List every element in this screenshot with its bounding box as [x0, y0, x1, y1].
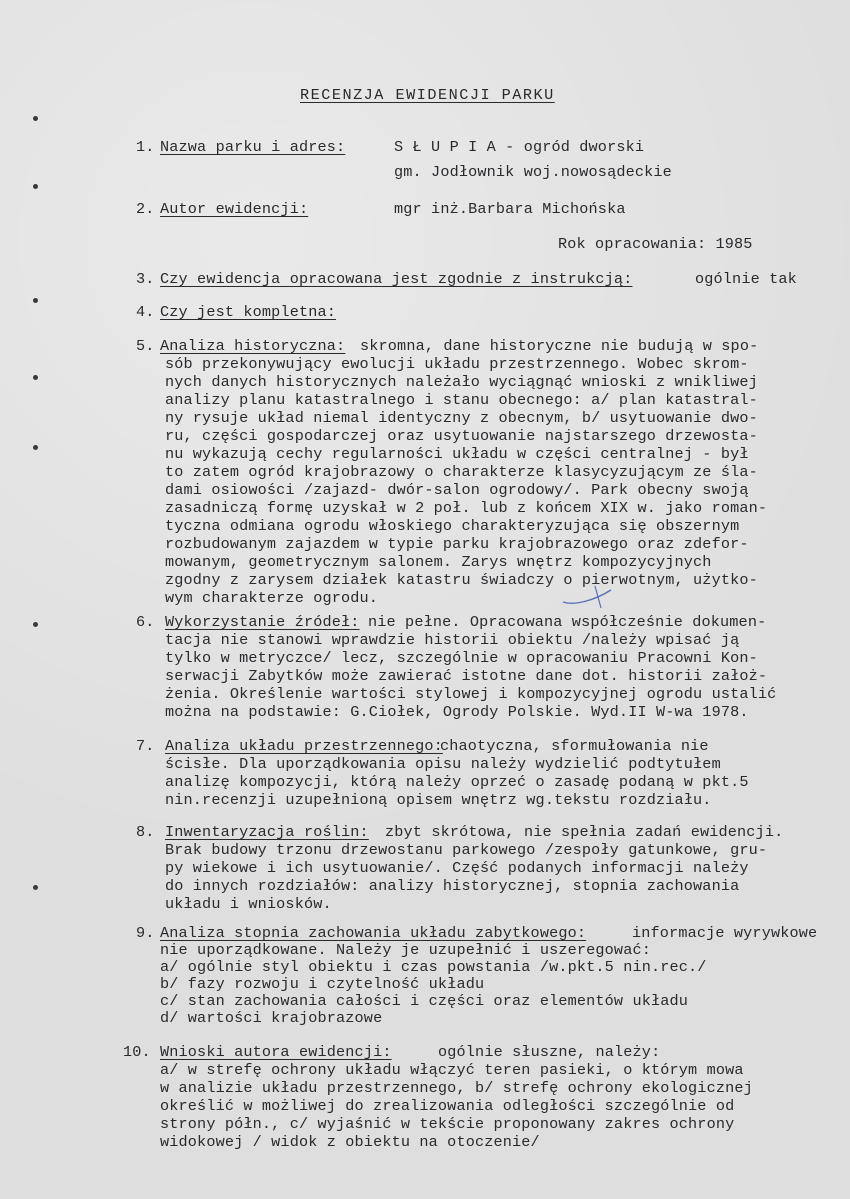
section-6-line: tacja nie stanowi wprawdzie historii obiektu /należy wpisać ją — [165, 631, 740, 649]
section-5-number: 5. — [136, 337, 155, 355]
section-5-line: nu wykazują cechy regularności układu w części centralnej - był — [165, 445, 749, 463]
section-8-label: Inwentaryzacja roślin: — [165, 823, 369, 841]
section-9-line: b/ fazy rozwoju i czytelność układu — [160, 975, 485, 993]
section-6-line: żenia. Określenie wartości stylowej i kompozycyjnej ogrodu ustalić — [165, 685, 777, 703]
section-10-line: strony półn., c/ wyjaśnić w tekście proponowany zakres ochrony — [160, 1115, 735, 1133]
section-2-number: 2. — [136, 200, 155, 218]
section-8-line: py wiekowe i ich usytuowanie/. Część podanych informacji należy — [165, 859, 749, 877]
binding-hole — [33, 622, 38, 627]
section-9-line: a/ ogólnie styl obiektu i czas powstania /w.pkt.5 nin.rec./ — [160, 958, 707, 976]
section-7-line: nin.recenzji uzupełnioną opisem wnętrz wg.tekstu rozdziału. — [165, 791, 712, 809]
section-9-label: Analiza stopnia zachowania układu zabytkowego: — [160, 924, 587, 942]
section-9-line: d/ wartości krajobrazowe — [160, 1009, 383, 1027]
section-2-value: mgr inż.Barbara Michońska — [394, 200, 626, 218]
section-5-line: rozbudowanym zajazdem w typie parku krajobrazowego oraz zdefor- — [165, 535, 749, 553]
section-9-line: c/ stan zachowania całości i części oraz elementów układu — [160, 992, 689, 1010]
section-9-value: informacje wyrywkowe — [632, 924, 818, 942]
section-6-number: 6. — [136, 613, 155, 631]
section-1-label: Nazwa parku i adres: — [160, 138, 346, 156]
section-10-line: określić w możliwej do zrealizowania odległości szczególnie od — [160, 1097, 735, 1115]
section-10-line: w analizie układu przestrzennego, b/ strefę ochrony ekologicznej — [160, 1079, 753, 1097]
section-7-number: 7. — [136, 737, 155, 755]
section-5-line: ny rysuje układ niemal identyczny z obecnym, b/ usytuowanie dwo- — [165, 409, 758, 427]
section-3-number: 3. — [136, 270, 155, 288]
section-6-line: serwacji Zabytków może zawierać istotne dane dot. historii założ- — [165, 667, 768, 685]
section-7-line: ścisłe. Dla uporządkowania opisu należy wydzielić podtytułem — [165, 755, 721, 773]
section-10-value: ogólnie słuszne, należy: — [438, 1043, 661, 1061]
section-10-line: widokowej / widok z obiektu na otoczenie/ — [160, 1133, 540, 1151]
section-5-line: dami osiowości /zajazd- dwór-salon ogrodowy/. Park obecny swoją — [165, 481, 749, 499]
section-1-value: S Ł U P I A - ogród dworski — [394, 138, 645, 156]
section-5-line: wym charakterze ogrodu. — [165, 589, 379, 607]
section-5-line: nych danych historycznych należało wyciągnąć wnioski z wnikliwej — [165, 373, 758, 391]
section-10-label: Wnioski autora ewidencji: — [160, 1043, 392, 1061]
binding-hole — [33, 298, 38, 303]
section-3-label: Czy ewidencja opracowana jest zgodnie z instrukcją: — [160, 270, 633, 288]
binding-hole — [33, 885, 38, 890]
section-5-label: Analiza historyczna: — [160, 337, 346, 355]
section-10-number: 10. — [123, 1043, 151, 1061]
section-6-value: nie pełne. Opracowana współcześnie dokumen- — [368, 613, 767, 631]
binding-hole — [33, 445, 38, 450]
section-5-line: sób przekonywujący ewolucji układu przestrzennego. Wobec skrom- — [165, 355, 749, 373]
section-9-number: 9. — [136, 924, 155, 942]
section-4-label: Czy jest kompletna: — [160, 303, 337, 321]
section-8-line: Brak budowy trzonu drzewostanu parkowego /zespoły gatunkowe, gru- — [165, 841, 768, 859]
section-6-label: Wykorzystanie źródeł: — [165, 613, 360, 631]
section-5-line: zgodny z zarysem działek katastru świadczy o pierwotnym, użytko- — [165, 571, 758, 589]
section-3-value: ogólnie tak — [695, 270, 797, 288]
section-10-line: a/ w strefę ochrony układu włączyć teren pasieki, o którym mowa — [160, 1061, 744, 1079]
section-5-line: mowanym, geometrycznym salonem. Zarys wnętrz kompozycyjnych — [165, 553, 712, 571]
pen-mark-icon — [555, 580, 615, 610]
section-5-value: skromna, dane historyczne nie budują w spo- — [360, 337, 759, 355]
section-7-line: analizę kompozycji, którą należy oprzeć o zasadę podaną w pkt.5 — [165, 773, 749, 791]
section-9-line: nie uporządkowane. Należy je uzupełnić i uszeregować: — [160, 941, 651, 959]
section-2-label: Autor ewidencji: — [160, 200, 309, 218]
section-5-line: analizy planu katastralnego i stanu obecnego: a/ plan katastral- — [165, 391, 758, 409]
section-5-line: to zatem ogród krajobrazowy o charakterze klasycyzującym ze śla- — [165, 463, 758, 481]
section-7-label: Analiza układu przestrzennego: — [165, 737, 443, 755]
section-1-number: 1. — [136, 138, 155, 156]
section-6-line: tylko w metryczce/ lecz, szczególnie w opracowaniu Pracowni Kon- — [165, 649, 758, 667]
section-5-line: tyczna odmiana ogrodu włoskiego charakteryzująca się obszernym — [165, 517, 740, 535]
section-6-line: można na podstawie: G.Ciołek, Ogrody Polskie. Wyd.II W-wa 1978. — [165, 703, 749, 721]
section-8-number: 8. — [136, 823, 155, 841]
binding-hole — [33, 116, 38, 121]
section-8-line: układu i wniosków. — [165, 895, 332, 913]
document-title: RECENZJA EWIDENCJI PARKU — [300, 86, 555, 104]
section-5-line: zasadniczą formę uzyskał w 2 poł. lub z końcem XIX w. jako roman- — [165, 499, 768, 517]
section-8-line: do innych rozdziałów: analizy historycznej, stopnia zachowania — [165, 877, 740, 895]
section-1-value-2: gm. Jodłownik woj.nowosądeckie — [394, 163, 672, 181]
section-2-value-2: Rok opracowania: 1985 — [558, 235, 753, 253]
section-4-number: 4. — [136, 303, 155, 321]
section-5-line: ru, części gospodarczej oraz usytuowanie najstarszego drzewosta- — [165, 427, 758, 445]
binding-hole — [33, 184, 38, 189]
section-7-value: chaotyczna, sformułowania nie — [440, 737, 709, 755]
binding-hole — [33, 375, 38, 380]
section-8-value: zbyt skrótowa, nie spełnia zadań ewidencji. — [385, 823, 784, 841]
